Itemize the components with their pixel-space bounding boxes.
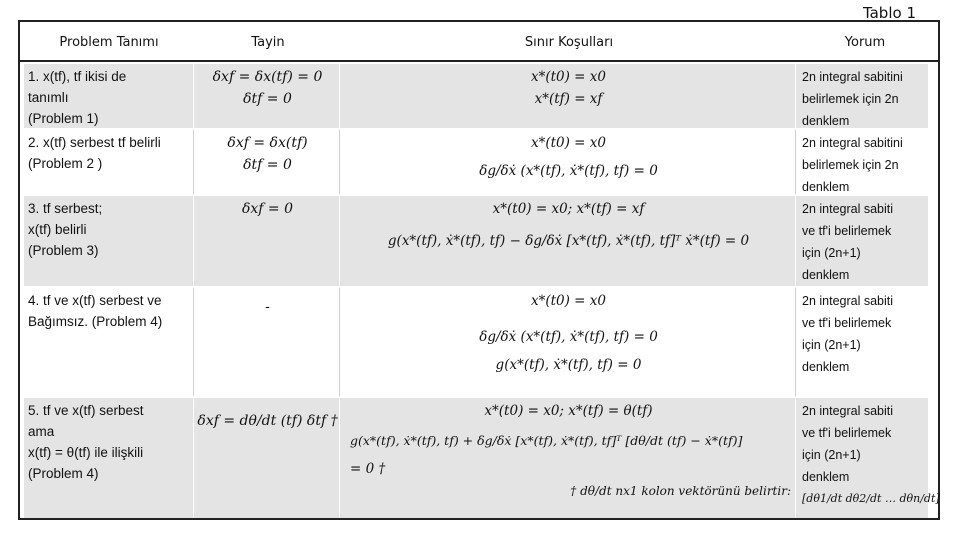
boundary-equation: x*(t0) = x0; x*(tf) = xf [492,201,645,217]
problem-line: tanımlı [28,90,69,105]
comment-cell [798,288,932,396]
comment-line: 2n integral sabiti [802,202,894,216]
table-row [24,288,928,396]
problem-line: x(tf) = θ(tf) ile ilişkili [28,445,144,460]
boundary-equation: δg/δẋ (x*(tf), ẋ*(tf), tf) = 0 [479,329,658,345]
problem-cell [24,398,194,518]
header-divider [20,60,938,62]
tayin-cell [196,288,340,396]
tayin-cell [196,398,340,518]
boundary-equation: g(x*(tf), ẋ*(tf), tf) + δg/δẋ [x*(tf), ẋ*(tf), tf]ᵀ [dθ/dt (tf) − ẋ*(tf)] [350,433,743,448]
boundary-cell [342,398,796,518]
table-row [24,398,940,518]
problem-cell [24,196,194,286]
problem-cell [24,288,194,396]
comment-line: ve tf'i belirlemek [802,224,892,238]
comment-line: denklem [802,360,850,374]
tayin-equation: δxf = 0 [241,201,294,217]
problem-line: 5. tf ve x(tf) serbest [28,403,144,418]
tayin-equation: δxf = δx(tf) [227,135,308,151]
comment-line: için (2n+1) [802,448,861,462]
problem-line: 2. x(tf) serbest tf belirli [28,135,161,150]
comment-cell [798,64,932,128]
comment-line: için (2n+1) [802,246,861,260]
boundary-equation: g(x*(tf), ẋ*(tf), tf) = 0 [495,357,642,373]
boundary-equation: x*(t0) = x0 [530,293,606,309]
row-vector: [dθ1/dt dθ2/dt … dθn/dt] [802,492,940,505]
tayin-equation: - [265,299,270,315]
boundary-equation: δg/δẋ (x*(tf), ẋ*(tf), tf) = 0 [479,163,658,179]
comment-line: için (2n+1) [802,338,861,352]
table-row [24,64,928,128]
tayin-equation: δxf = dθ/dt (tf) δtf † [197,413,338,429]
problem-line: Bağımsız. (Problem 4) [28,314,163,329]
boundary-cell [342,64,796,128]
boundary-equation: x*(t0) = x0; x*(tf) = θ(tf) [484,403,653,419]
boundary-equation: x*(t0) = x0 [530,69,606,85]
problem-line: 3. tf serbest; [28,201,103,216]
comment-line: 2n integral sabiti [802,404,894,418]
tayin-cell [196,64,340,128]
problem-cell [24,64,194,128]
comment-line: belirlemek için 2n [802,158,899,172]
problem-line: (Problem 4) [28,466,99,481]
tayin-cell [196,130,340,194]
comment-line: 2n integral sabitini [802,136,903,150]
problem-line: x(tf) belirli [28,222,87,237]
table-caption: Tablo 1 [862,4,916,22]
problem-line: (Problem 2 ) [28,156,103,171]
table-row [24,130,928,194]
problem-line: 1. x(tf), tf ikisi de [28,69,127,84]
problem-line: 4. tf ve x(tf) serbest ve [28,293,162,308]
header-problem: Problem Tanımı [59,34,159,50]
header-tayin: Tayin [251,34,285,50]
problem-cell [24,130,194,194]
comment-line: 2n integral sabiti [802,294,894,308]
comment-cell [798,398,940,518]
boundary-equation: x*(tf) = xf [534,91,603,107]
comment-line: belirlemek için 2n [802,92,899,106]
boundary-equation: x*(t0) = x0 [530,135,606,151]
tayin-equation: δxf = δx(tf) = 0 [212,69,323,85]
table-row [24,196,928,286]
comment-line: denklem [802,268,850,282]
header-sinir: Sınır Koşulları [524,34,614,50]
tayin-equation: δtf = 0 [243,91,292,107]
boundary-equation: = 0 † [350,461,386,477]
boundary-cell [342,130,796,194]
boundary-cell [342,288,796,396]
comment-line: denklem [802,180,850,194]
boundary-equation: g(x*(tf), ẋ*(tf), tf) − δg/δẋ [x*(tf), ẋ*(tf), tf]ᵀ ẋ*(tf) = 0 [387,233,750,249]
header-yorum: Yorum [844,34,886,50]
footnote: † dθ/dt nx1 kolon vektörünü belirtir: [570,484,791,498]
problem-line: ama [28,424,55,439]
comment-cell [798,196,932,286]
problem-line: (Problem 3) [28,243,99,258]
comment-line: ve tf'i belirlemek [802,316,892,330]
tayin-cell [196,196,340,286]
tayin-equation: δtf = 0 [243,157,292,173]
boundary-cell [342,196,796,286]
conditions-table [18,20,940,520]
comment-line: ve tf'i belirlemek [802,426,892,440]
comment-line: denklem [802,470,850,484]
comment-line: denklem [802,114,850,128]
comment-line: 2n integral sabitini [802,70,903,84]
comment-cell [798,130,932,194]
problem-line: (Problem 1) [28,111,99,126]
